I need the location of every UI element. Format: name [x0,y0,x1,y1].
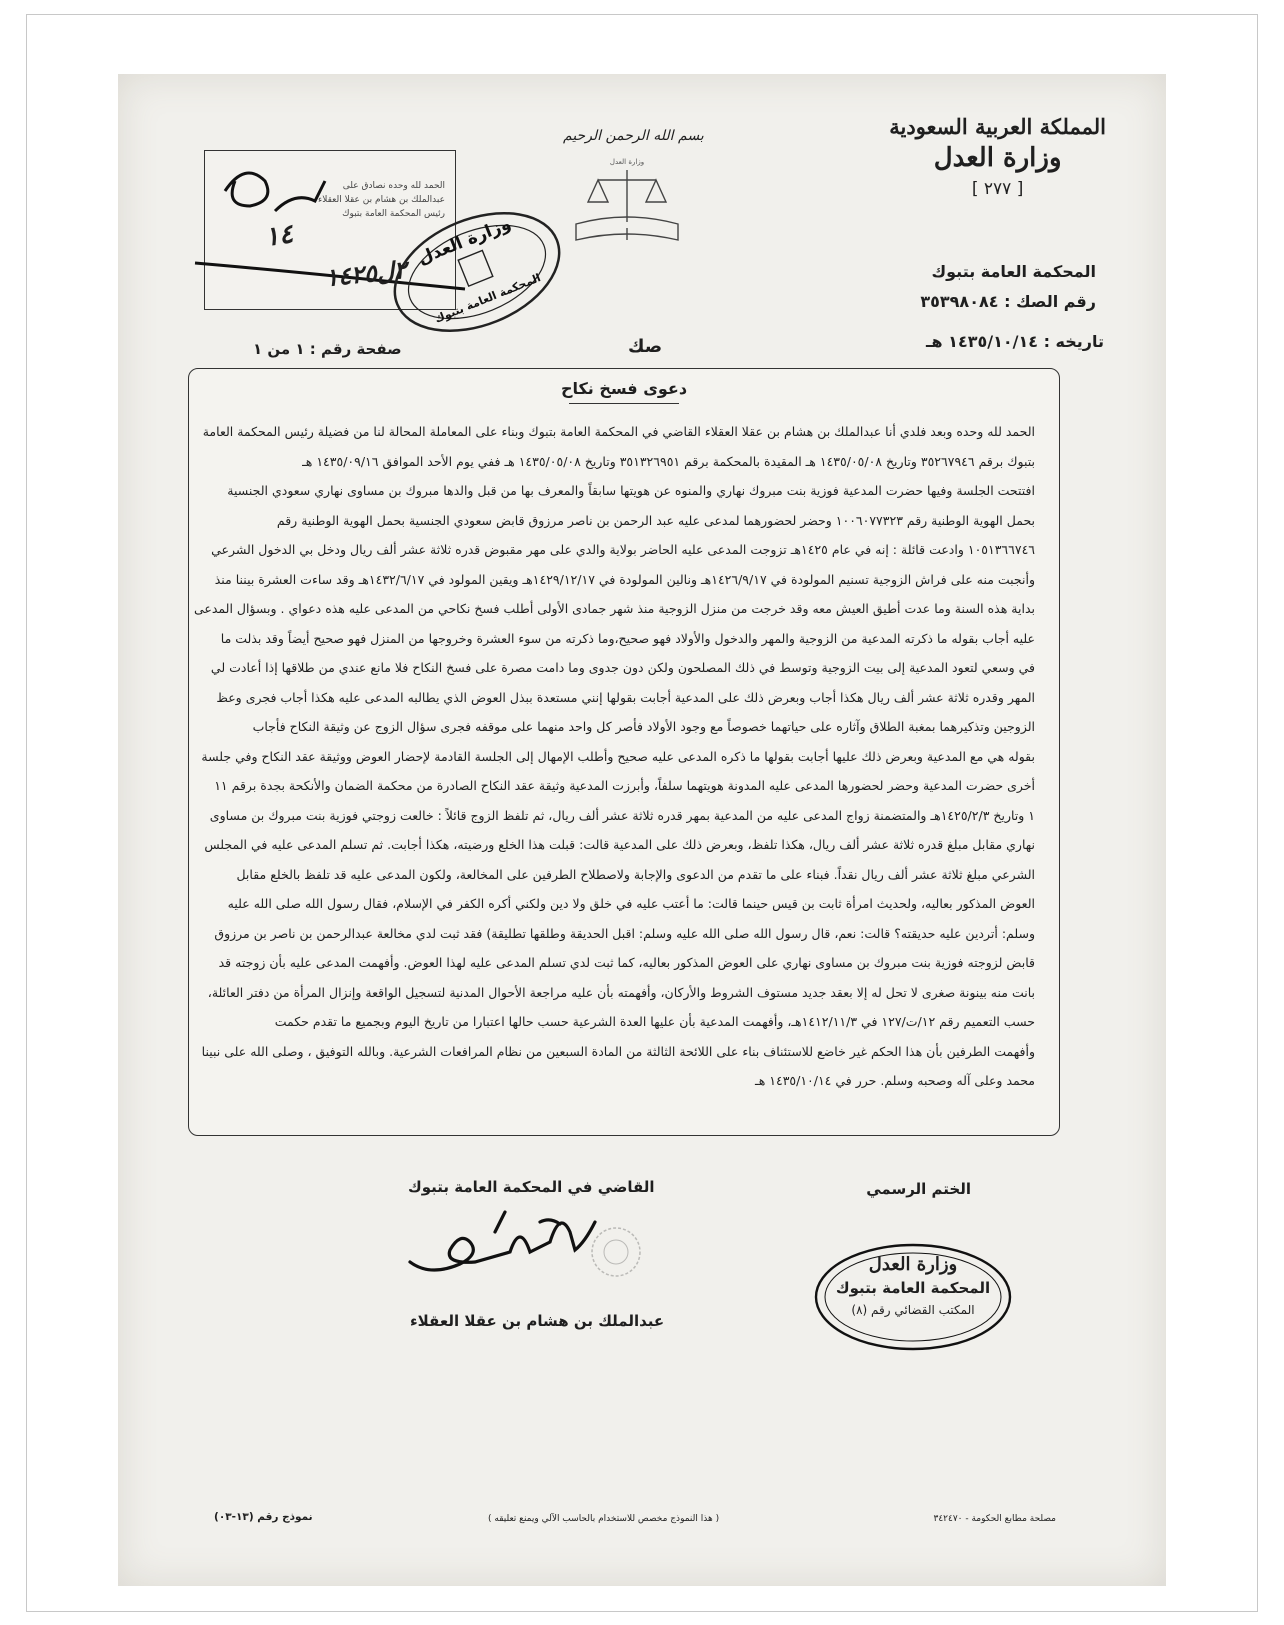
judge-label: القاضي في المحكمة العامة بتبوك [408,1178,655,1196]
case-line: عليه أجاب بقوله ما ذكرته المدعية من الزوجية والمهر والدخول والأولاد فهو صحيح،وما ذكرته من سوء العشرة وخروجها من المنزل فهو صحيح أيضاً وقد بذلت ما [220,630,1035,646]
handwritten-number: ١٤ [263,219,295,253]
deed-number-row [920,292,1096,311]
kingdom-name: المملكة العربية السعودية [889,114,1106,139]
justice-scales-emblem-icon [568,152,686,248]
case-line: بحمل الهوية الوطنية رقم ١٠٠٦٠٧٧٣٢٣ وحضر لحضورهما لمدعى عليه عبد الرحمن بن ناصر مرزوق قابض سعودي الجنسية بحمل الهوية الوطنية رقم [276,512,1035,528]
case-line: حسب التعميم رقم ١٢/ت/١٢٧ في ١٤١٢/١١/٣هـ، وأفهمت المدعية بأن عليها العدة الشرعية حسب حالها اعتبارا من تاريخ اليوم وبجميع ما تقدم حكمت [274,1014,1035,1029]
case-line: نهاري مقابل مبلغ قدره ثلاثة عشر ألف ريال، هكذا تلفظ، وبعرض ذلك على المدعية قالت: قبلت هذا الخلع ورضيته، هكذا أجابت. ثم تسلم المدعى عليه في المجلس [204,837,1035,852]
oval-stamp-top: وزارة العدل [415,213,514,270]
faint-round-seal-icon [588,1224,644,1280]
sak-label: صك [628,336,663,357]
case-line: بداية هذه السنة وما عدت أطيق العيش معه وقد خرجت من منزل الزوجية منذ شهر جمادى الأولى أطلب فسخ نكاحي من المدعى عليه هذه دعواي . وبسؤال المدعى [193,601,1035,616]
case-line: وأنجبت منه على فراش الزوجية تسنيم المولودة في ١٤٢٦/٩/١٧هـ ونالين المولودة في ١٤٢٩/١٢/١٧هـ ويقين المولود في ١٤٣٢/٦/١٧هـ وقد ساءت العشرة بيننا منذ [214,571,1035,587]
page-value: ١ من ١ [253,340,305,358]
judge-signature-icon [400,1202,600,1282]
ministry-name: وزارة العدل [933,143,1062,173]
signature-text: عبدالملك [496,1214,500,1215]
case-line: العوض المذكور بعاليه، ولحديث امرأة ثابت بن قيس حينما قالت: ما أعتب عليه في خلق ولا دين ولكني أكره الكفر في الإسلام، فقال رسول الله صلى الله عليه [227,896,1035,911]
deed-label: رقم الصك : [1004,292,1096,311]
form-number: [ ٢٧٧ ] [971,179,1024,199]
case-line: المهر وقدره ثلاثة عشر ألف ريال هكذا أجاب وبعرض ذلك على المدعية أجابت بقولها إنني مستعدة ببذل العوض الذي يطالبه المدعى عليه هكذا أجاب فجرى وعظ [216,689,1035,705]
case-line: وسلم: أتردين عليه حديقته؟ قالت: نعم، قال رسول الله صلى الله عليه وسلم: اقبل الحديقة وطلقها تطليقة) فقد ثبت لدي مخالعة عبدالرحمن بن ناصر بن مرزوق [214,925,1035,941]
page-label: صفحة رقم : [309,340,402,358]
official-seal-label: الختم الرسمي [866,1180,971,1198]
case-line: قابض لزوجته فوزية بنت مبروك بن مساوى نهاري على العوض المذكور بعاليه، كما ثبت لدي تسلم المدعى عليه لهذا العوض. وأفهمت المدعى عليه بأن زوجته قد [218,955,1035,970]
date-label: تاريخه : [1043,332,1104,351]
case-body [193,417,1035,1096]
oval-stamp-bottom: المحكمة العامة بتبوك [432,271,543,326]
model-number-footer: نموذج رقم (١٣-٠٣) [214,1511,313,1523]
page-number-row [253,340,402,358]
case-line: ١ وتاريخ ١٤٢٥/٢/٣هـ والمتضمنة زواج المدعى عليه من المدعية بمهر قدره ثلاثة عشر ألف ريال، ثم تلفظ الزوج قائلاً : خالعت زوجتي فوزية بنت مبروك بن مساوى [209,807,1035,823]
date-value: ١٤٣٥/١٠/١٤ هـ [926,332,1038,351]
case-line: الزوجين وتذكيرهما بمغبة الطلاق وآثاره على حياتهما خصوصاً مع وجود الأولاد فأصر كل واحد منهما على موقفه فجرى سؤال الزوج عن وثيقة النكاح فأجاب [252,719,1035,734]
case-content-box [188,368,1060,1136]
case-line: محمد وعلى آله وصحبه وسلم. حرر في ١٤٣٥/١٠/١٤ هـ [755,1073,1035,1088]
case-line: ١٠٥١٣٦٦٧٤٦ وادعت قائلة : إنه في عام ١٤٢٥هـ تزوجت المدعى عليه الحاضر بولاية والدي على مهر مقبوض قدره ثلاثة عشر ألف ريال ودخل بي الدخول الشرعي [211,542,1035,557]
seal-ministry: وزارة العدل [868,1254,958,1275]
stamp-text: الحمد لله وحده نصادق على عبدالملك بن هشام بن عقلا العقلاء رئيس المحكمة العامة بتبوك [318,181,445,219]
court-office-seal-text [813,1242,1013,1352]
svg-text:وزارة العدل: وزارة العدل [609,158,645,166]
case-line: أخرى حضرت المدعية وحضر لحضورها المدعى عليه المدونة هويتهما سلفاً، وأبرزت المدعية وثيقة عقد النكاح الصادرة من محكمة الضمان والأنكحة بجدة برقم ١١ [214,778,1035,793]
judge-name: عبدالملك بن هشام بن عقلا العقلاء [410,1312,665,1330]
case-line: بقوله هي مع المدعية وبعرض ذلك عليها أجابت بقولها ما ذكره المدعى عليه صحيح وأطلب الإمهال إلى الجلسة القادمة لإحضار العوض ووثيقة عقد النكاح وفي جلسة [201,748,1035,764]
deed-number: ٣٥٣٩٨٠٨٤ [920,292,999,311]
printer-footer: مصلحة مطابع الحكومة - ٣٤٢٤٧٠ [933,1514,1056,1524]
date-row [926,332,1104,351]
case-line: بتبوك برقم ٣٥٢٦٧٩٤٦ وتاريخ ١٤٣٥/٠٥/٠٨ هـ المقيدة بالمحكمة برقم ٣٥١٣٢٦٩٥١ وتاريخ ١٤٣٥/٠٥/٠٨ هـ ففي يوم الأحد الموافق ١٤٣٥/٠٩/١٦ هـ [302,453,1035,469]
case-line: الحمد لله وحده وبعد فلدي أنا عبدالملك بن هشام بن عقلا العقلاء القاضي في المحكمة العامة بتبوك وبناء على المعاملة المحالة لنا من فضيلة رئيس المحكمة العامة [202,424,1035,439]
court-document [118,74,1166,1586]
case-line: افتتحت الجلسة وفيها حضرت المدعية فوزية بنت مبروك نهاري والمنوه عن هويتها سابقاً والمعرف بها من قبل والدها مبروك بن مساوى نهاري سعودي الجنسية [227,483,1035,498]
seal-office: المكتب القضائي رقم (٨) [851,1303,975,1317]
seal-court: المحكمة العامة بتبوك [835,1279,991,1297]
case-line: وأفهمت الطرفين بأن هذا الحكم غير خاضع للاستئناف بناء على اللائحة الثالثة من المادة السبعين من نظام المرافعات الشرعية. وبالله التوفيق ، وصلى الله على نبينا [201,1043,1035,1059]
basmala: بسم الله الرحمن الرحيم [563,128,704,144]
usage-notice-footer: ( هذا النموذج مخصص للاستخدام بالحاسب الآلي ويمنع تعليقه ) [488,1514,720,1524]
handwritten-year: ٢ل١٤٢٥ [323,254,409,293]
case-title: دعوى فسخ نكاح [560,379,688,398]
case-line: بانت منه بينونة صغرى لا تحل له إلا بعقد جديد مستوف الشروط والأركان، وأفهمته بأن عليه مراجعة الأحوال المدنية لتسجيل الواقعة وإنزال المرأة من دفتر العائلة، [207,984,1035,1000]
ministry-header [889,114,1106,199]
case-line: في وسعي لتعود المدعية إلى بيت الزوجية وتوسط في ذلك المصلحون ولكن دون جدوى وما دامت مصرة على فسخ النكاح فلا مانع عندي من طلاقها إذا أعادت لي [210,660,1035,675]
court-name: المحكمة العامة بتبوك [931,262,1096,281]
title-underline [569,403,679,404]
case-line: الشرعي مبلغ ثلاثة عشر ألف ريال نقداً. فبناء على ما تقدم من الدعوى والإجابة ولاصطلاح الطرفين على المخالعة، ولكون المدعى عليه قد تلفظ بالخلع مقابل [236,866,1035,882]
